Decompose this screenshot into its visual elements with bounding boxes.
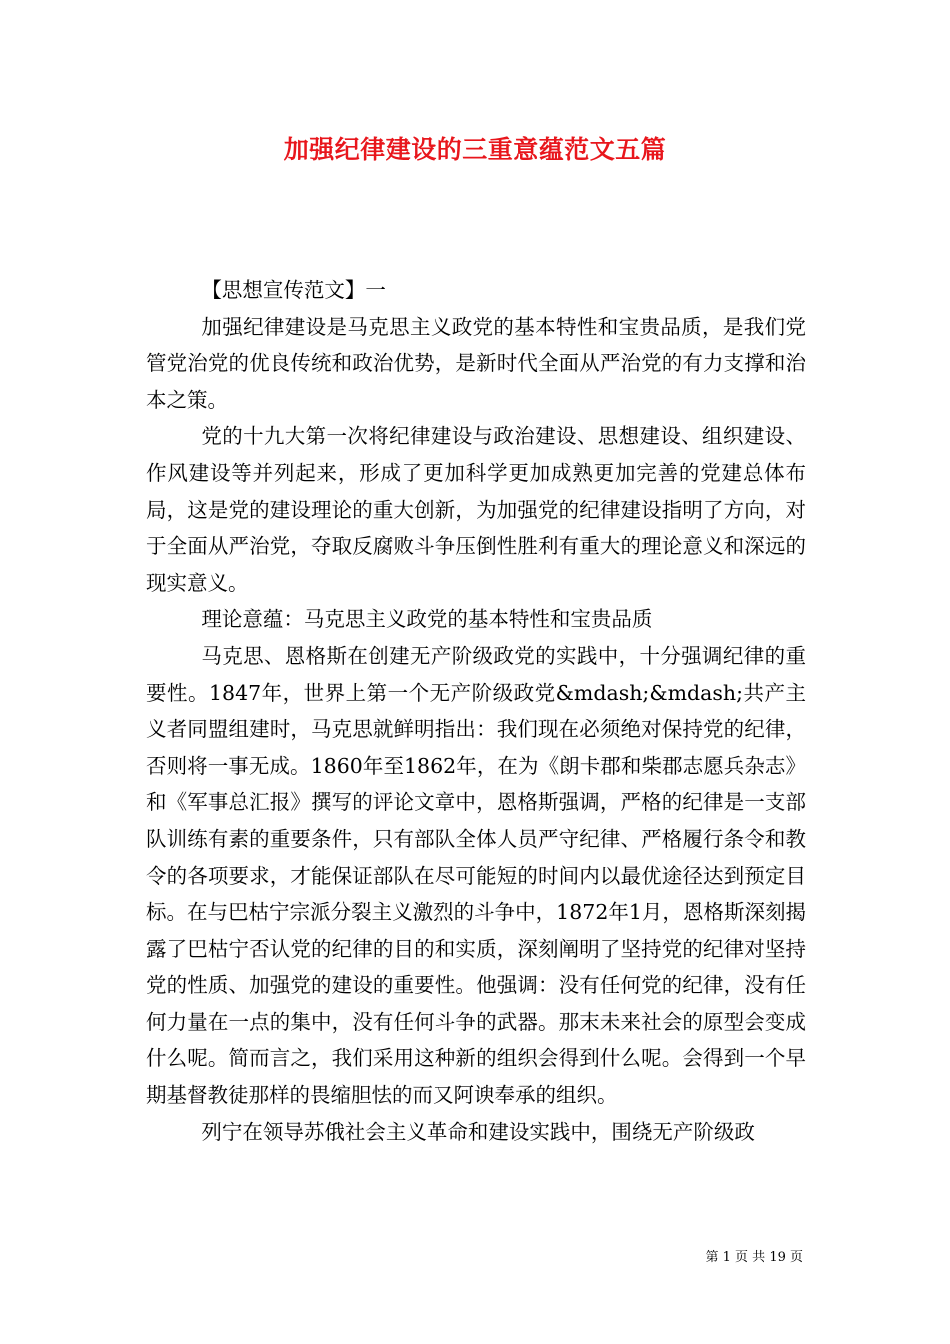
subheading: 理论意蕴：马克思主义政党的基本特性和宝贵品质: [201, 607, 653, 632]
paragraph: 党的十九大第一次将纪律建设与政治建设、思想建设、组织建设、作风建设等并列起来，形成了更加科学更加成熟更加完善的党建总体布局，这是党的建设理论的重大创新，为加强党的纪律建设指明了方向，对于全面从严治党，夺取反腐败斗争压倒性胜利有重大的理论意义和深远的现实意义。: [146, 424, 806, 595]
paragraph: 列宁在领导苏俄社会主义革命和建设实践中，围绕无产阶级政: [201, 1119, 755, 1144]
paragraph: 马克思、恩格斯在创建无产阶级政党的实践中，十分强调纪律的重要性。1847年，世界上第一个无产阶级政党&mdash;&mdash;共产主义者同盟组建时，马克思就鲜明指出：我们现在必须绝对保持党的纪律，否则将一事无成。1860年至1862年，在为《朗卡郡和柴郡志愿兵杂志》和《军事总汇报》撰写的评论文章中，恩格斯强调，严格的纪律是一支部队训练有素的重要条件，只有部队全体人员严守纪律、严格履行条令和教令的各项要求，才能保证部队在尽可能短的时间内以最优途径达到预定目标。在与巴枯宁宗派分裂主义激烈的斗争中，1872年1月，恩格斯深刻揭露了巴枯宁否认党的纪律的目的和实质，深刻阐明了坚持党的纪律对坚持党的性质、加强党的建设的重要性。他强调：没有任何党的纪律，没有任何力量在一点的集中，没有任何斗争的武器。那末未来社会的原型会变成什么呢。简而言之，我们采用这种新的组织会得到什么呢。会得到一个早期基督教徒那样的畏缩胆怯的而又阿谀奉承的组织。: [146, 643, 806, 1108]
document-body: [146, 272, 806, 1150]
document-title: 加强纪律建设的三重意蕴范文五篇: [283, 135, 667, 164]
page-number: 第 1 页 共 19 页: [705, 1250, 803, 1265]
paragraph: 加强纪律建设是马克思主义政党的基本特性和宝贵品质，是我们党管党治党的优良传统和政治优势，是新时代全面从严治党的有力支撑和治本之策。: [146, 314, 806, 412]
section-heading: 【思想宣传范文】一: [201, 278, 386, 302]
